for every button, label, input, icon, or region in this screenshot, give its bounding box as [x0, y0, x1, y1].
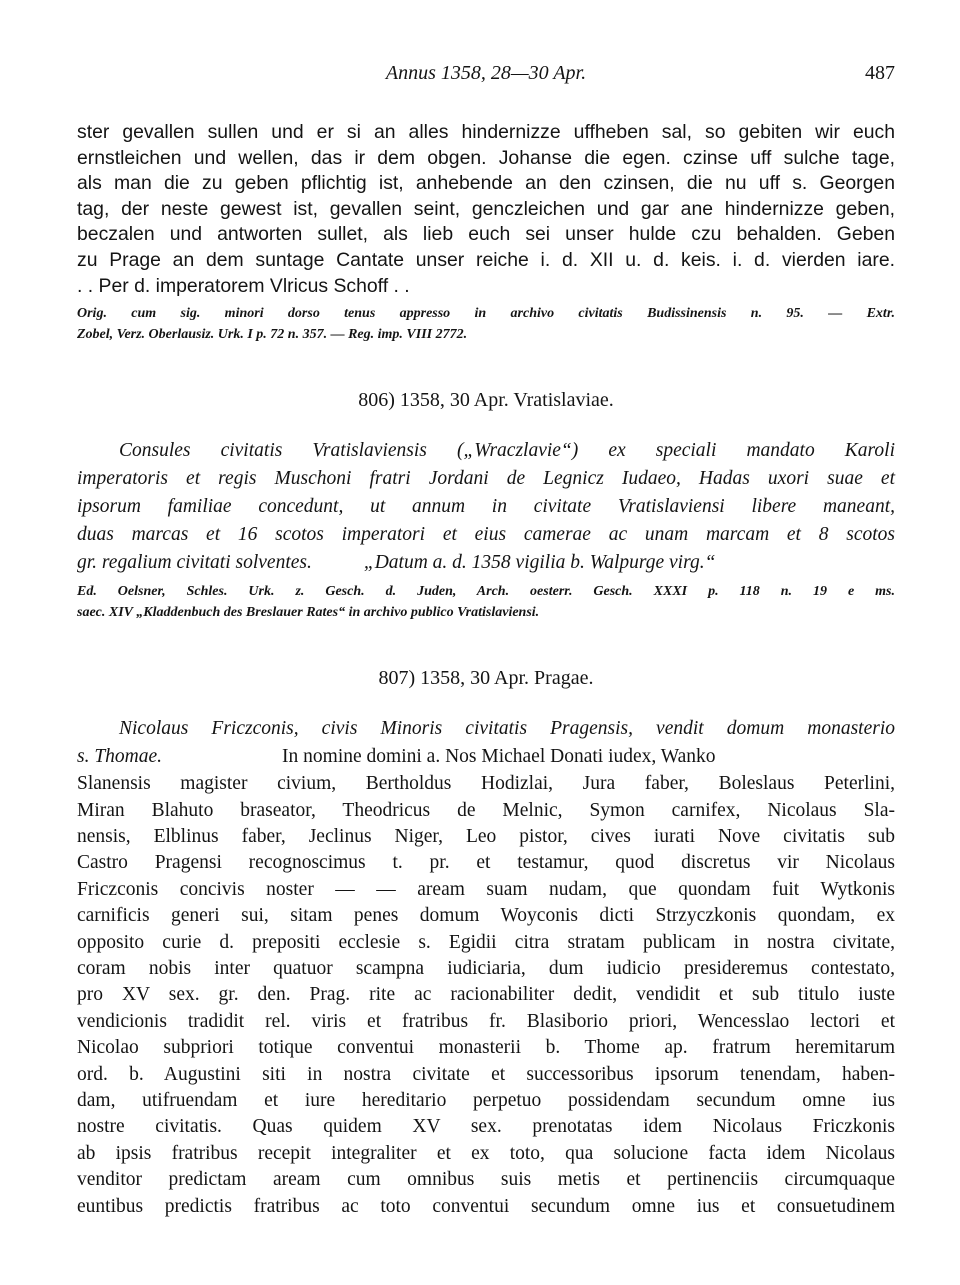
text-line: Friczconis concivis noster — — aream suam nudam, que quondam fuit Wytkonis — [77, 878, 895, 900]
document-text: In nomine domini a. Nos Michael Donati iudex, Wanko — [282, 746, 716, 768]
regest-text: s. Thomae. — [77, 746, 163, 768]
page — [77, 62, 895, 1220]
text-line: Miran Blahuto braseator, Theodricus de Melnic, Symon carnifex, Nicolaus Sla- — [77, 799, 895, 821]
regest-line: Consules civitatis Vratislaviensis („Wraczlavie“) ex speciali mandato Karoli — [119, 440, 895, 462]
text-line: Nicolao subpriori totique conventui monasterii b. Thome ap. fratrum heremitarum — [77, 1037, 895, 1059]
regest-text: gr. regalium civitati solventes. — [77, 552, 312, 574]
text-line: nensis, Elblinus faber, Jeclinus Niger, Leo pistor, cives iurati Nove civitatis sub — [77, 825, 895, 847]
text-line: Slanensis magister civium, Bertholdus Hodizlai, Jura faber, Boleslaus Peterlini, — [77, 773, 895, 795]
regest-line — [77, 743, 895, 771]
text-line: ab ipsis fratribus recepit integraliter et ex toto, qua solucione facta idem Nicolaus — [77, 1142, 895, 1164]
regest-line: Nicolaus Friczconis, civis Minoris civitatis Pragensis, vendit domum monasterio — [119, 718, 895, 740]
regest-line: imperatoris et regis Muschoni fratri Jordani de Legnicz Iudaeo, Hadas uxori suae et — [77, 468, 895, 490]
text-line: carnificis generi sui, sitam penes domum Woyconis dicti Strzyczkonis quondam, ex — [77, 905, 895, 927]
entry-heading-807: 807) 1358, 30 Apr. Pragae. — [378, 667, 594, 690]
text-line: nostre civitatis. Quas quidem XV sex. prenotatas idem Nicolaus Friczkonis — [77, 1116, 895, 1138]
source-note — [77, 303, 895, 345]
regest-line: ipsorum familiae concedunt, ut annum in civitate Vratislaviensi libere maneant, — [77, 496, 895, 518]
running-title: Annus 1358, 28—30 Apr. — [385, 62, 587, 84]
regest-806 — [77, 437, 895, 577]
text-line: beczalen und antworten sullet, als lieb euch sei unser hulde czu behalden. Geben — [77, 223, 895, 246]
text-line: . . Per d. imperatorem Vlricus Schoff . . — [77, 274, 410, 297]
text-line: coram nobis inter quatuor scampna iudiciaria, dum iudicio presideremus contestato, — [77, 958, 895, 979]
text-line: opposito curie d. prepositi ecclesie s. Egidii citra stratam publicam in nostra civitate, — [77, 931, 895, 953]
text-line: euntibus predictis fratribus ac toto conventui secundum omne ius et consuetudinem — [77, 1195, 895, 1217]
regest-line: duas marcas et 16 scotos imperatori et eius camerae ac unam marcam et 8 scotos — [77, 524, 895, 546]
text-line: ord. b. Augustini siti in nostra civitate et successoribus ipsorum tenendam, haben- — [77, 1063, 895, 1085]
note-line: saec. XIV „Kladdenbuch des Breslauer Rates“ in archivo publico Vratislaviensi. — [77, 605, 540, 621]
text-line: zu Prage an dem suntage Cantate unser reiche i. d. XII u. d. keis. i. d. vierden iare. — [77, 248, 895, 271]
regest-line — [77, 549, 895, 577]
regest-807 — [77, 715, 895, 771]
text-line: venditor predictam aream cum omnibus suis metis et pertinenciis circumquaque — [77, 1169, 895, 1191]
text-line: vendicionis tradidit rel. viris et fratribus fr. Blasiborio priori, Wencesslao lectori et — [77, 1010, 895, 1032]
continuation-paragraph — [77, 120, 895, 299]
text-line: pro XV sex. gr. den. Prag. rite ac racionabiliter dedit, vendidit et sub titulo iuste — [77, 984, 895, 1006]
text-line: Castro Pragensi recognoscimus t. pr. et testamur, quod discretus vir Nicolaus — [77, 852, 895, 874]
text-line: tag, der neste gewest ist, gevallen seint, genczleichen und gar ane hindernizze geben, — [77, 197, 895, 220]
source-note-806 — [77, 581, 895, 623]
text-line: ster gevallen sullen und er si an alles hindernizze uffheben sal, so gebiten wir euch — [77, 121, 895, 143]
note-line: Orig. cum sig. minori dorso tenus appresso in archivo civitatis Budissinensis n. 95. — Extr. — [77, 306, 895, 322]
entry-heading-806: 806) 1358, 30 Apr. Vratislaviae. — [358, 389, 614, 412]
text-line: als man die zu geben pflichtig ist, anhebende an den czinsen, die nu uff s. Georgen — [77, 172, 895, 195]
page-header — [77, 62, 895, 92]
document-body-807 — [77, 771, 895, 1220]
datum-text: „Datum a. d. 1358 vigilia b. Walpurge virg.“ — [363, 552, 716, 574]
note-line: Ed. Oelsner, Schles. Urk. z. Gesch. d. Juden, Arch. oesterr. Gesch. XXXI p. 118 n. 19 e ms. — [77, 584, 895, 600]
text-line: dam, utifruendam et iure hereditario perpetuo possidendam secundum omne ius — [77, 1090, 895, 1112]
text-line: ernstleichen und wellen, das ir dem obgen. Johanse die egen. czinse uff sulche tage, — [77, 146, 895, 169]
note-line: Zobel, Verz. Oberlausiz. Urk. I p. 72 n. 357. — Reg. imp. VIII 2772. — [77, 327, 468, 343]
page-number: 487 — [865, 62, 895, 84]
